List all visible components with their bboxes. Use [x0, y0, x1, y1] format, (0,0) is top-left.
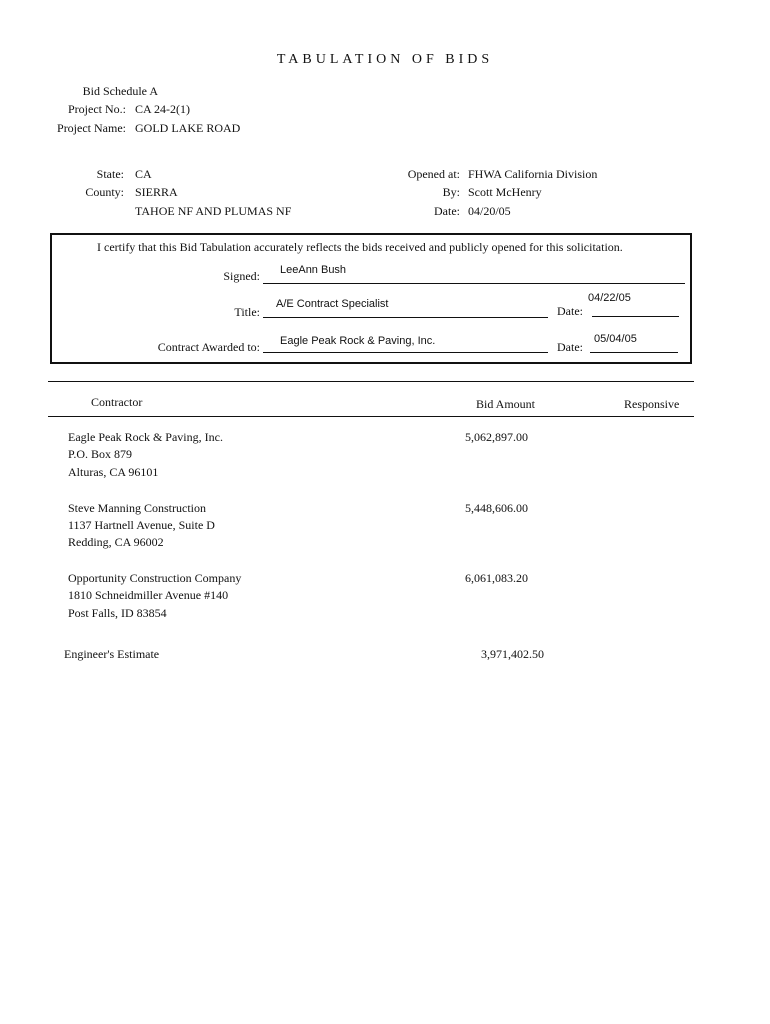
bid-amount: 6,061,083.20: [465, 571, 528, 585]
title-label: Title:: [234, 305, 260, 319]
contractor-name: Opportunity Construction Company: [68, 571, 242, 585]
certification-statement: I certify that this Bid Tabulation accurately reflects the bids received and publicly opened for this solicitation.: [97, 240, 623, 254]
contractor-address2: Alturas, CA 96101: [68, 465, 159, 479]
contractor-name: Eagle Peak Rock & Paving, Inc.: [68, 430, 223, 444]
awarded-date-label: Date:: [557, 340, 583, 354]
signed-line: [263, 283, 685, 284]
table-header-rule: [48, 416, 694, 417]
title-date-value: 04/22/05: [588, 292, 631, 304]
estimate-amount: 3,971,402.50: [481, 647, 544, 661]
opened-by-label: By:: [442, 185, 460, 199]
county-label: County:: [85, 185, 124, 199]
project-name-label: Project Name:: [57, 121, 126, 135]
title-line: [263, 317, 548, 318]
opened-at-label: Opened at:: [407, 167, 460, 181]
contractor-address1: P.O. Box 879: [68, 447, 133, 461]
title-date-label: Date:: [557, 304, 583, 318]
state-label: State:: [96, 167, 124, 181]
estimate-label: Engineer's Estimate: [64, 647, 160, 661]
awarded-date-value: 05/04/05: [594, 333, 637, 345]
title-date-line: [592, 316, 679, 317]
col-contractor: Contractor: [91, 395, 143, 409]
forest-value: TAHOE NF AND PLUMAS NF: [135, 204, 292, 218]
bid-schedule: Bid Schedule A: [82, 84, 158, 98]
contractor-address2: Post Falls, ID 83854: [68, 606, 167, 620]
awarded-line: [263, 352, 548, 353]
col-responsive: Responsive: [624, 397, 680, 411]
project-no: CA 24-2(1): [135, 102, 190, 116]
opened-date-value: 04/20/05: [468, 204, 511, 218]
opened-by-value: Scott McHenry: [468, 185, 542, 199]
opened-at-value: FHWA California Division: [468, 167, 598, 181]
project-no-label: Project No.:: [68, 102, 126, 116]
signed-label: Signed:: [223, 269, 260, 283]
awarded-label: Contract Awarded to:: [157, 340, 260, 354]
contractor-address2: Redding, CA 96002: [68, 535, 164, 549]
bid-amount: 5,448,606.00: [465, 501, 528, 515]
contractor-address1: 1137 Hartnell Avenue, Suite D: [68, 518, 215, 532]
title-value: A/E Contract Specialist: [276, 298, 389, 310]
contractor-address1: 1810 Schneidmiller Avenue #140: [68, 588, 229, 602]
opened-date-label: Date:: [434, 204, 460, 218]
table-top-rule: [48, 381, 694, 382]
awarded-value: Eagle Peak Rock & Paving, Inc.: [280, 335, 436, 347]
project-name: GOLD LAKE ROAD: [135, 121, 241, 135]
page-title: TABULATION OF BIDS: [276, 52, 494, 67]
col-bid-amount: Bid Amount: [476, 397, 536, 411]
awarded-date-line: [590, 352, 678, 353]
contractor-name: Steve Manning Construction: [68, 501, 206, 515]
signed-value: LeeAnn Bush: [280, 264, 347, 276]
state-value: CA: [135, 167, 152, 181]
bid-amount: 5,062,897.00: [465, 430, 528, 444]
county-value: SIERRA: [135, 185, 178, 199]
